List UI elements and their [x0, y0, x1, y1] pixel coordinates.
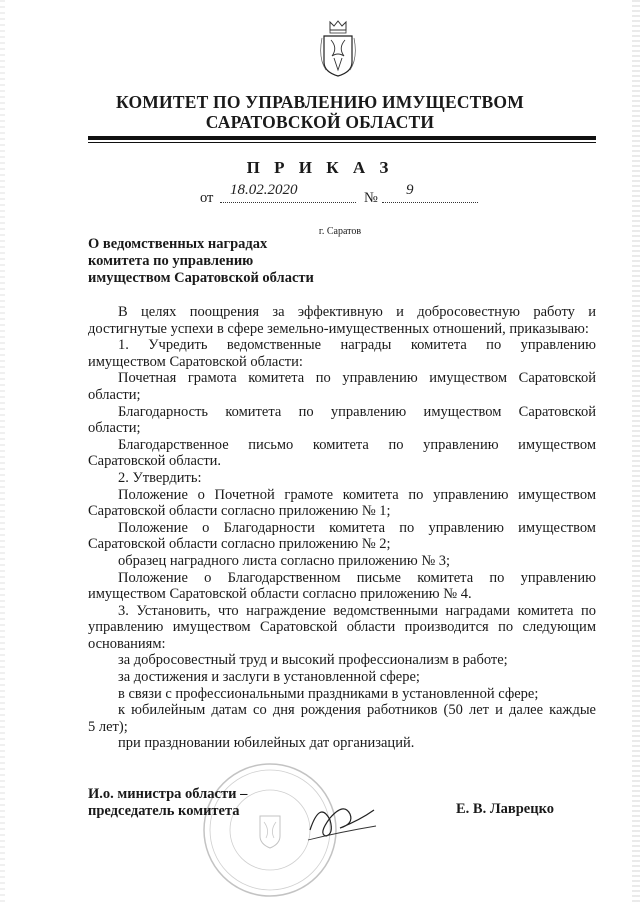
- date-label: от: [200, 190, 214, 206]
- paragraph-line: 1. Учредить ведомственные награды комитета по управлению: [118, 337, 596, 354]
- position-line: председатель комитета: [88, 803, 240, 819]
- paragraph-line: имуществом Саратовской области:: [88, 353, 303, 370]
- paragraph-line: к юбилейным датам со дня рождения работников (50 лет и далее каждые: [118, 702, 596, 719]
- paragraph-line: Положение о Почетной грамоте комитета по управлению имуществом: [118, 486, 596, 503]
- organization-name-line2: САРАТОВСКОЙ ОБЛАСТИ: [205, 112, 435, 132]
- order-body: [88, 304, 596, 752]
- paragraph-line: Положение о Благодарственном письме комитета по управлению: [118, 569, 596, 586]
- header-rule-thin: [88, 142, 596, 143]
- paragraph-line: области;: [88, 420, 141, 437]
- paragraph-line: за добросовестный труд и высокий профессионализм в работе;: [118, 652, 508, 669]
- paragraph-line: 2. Утвердить:: [118, 469, 202, 486]
- scan-edge-left: [0, 0, 5, 905]
- paragraph-line: достигнутые успехи в сфере земельно-имущественных отношений, приказываю:: [88, 320, 589, 337]
- subject-line: имуществом Саратовской области: [88, 270, 314, 286]
- paragraph-line: 5 лет);: [88, 718, 128, 735]
- date-value-handwritten: 18.02.2020: [230, 182, 298, 198]
- paragraph-line: Благодарственное письмо комитета по управлению имуществом: [118, 436, 596, 453]
- signatory-name: Е. В. Лаврецко: [456, 801, 554, 817]
- handwritten-signature: [300, 790, 380, 850]
- paragraph-line: Саратовской области.: [88, 453, 222, 470]
- coat-of-arms-icon: [318, 18, 358, 80]
- paragraph-line: основаниям:: [88, 635, 166, 652]
- city-label: г. Саратов: [318, 226, 362, 237]
- organization-name-line1: КОМИТЕТ ПО УПРАВЛЕНИЮ ИМУЩЕСТВОМ: [116, 92, 524, 112]
- scan-edge-right: [632, 0, 640, 905]
- paragraph-line: Саратовской области согласно приложению № 2;: [88, 536, 391, 553]
- subject-line: комитета по управлению: [88, 253, 254, 269]
- number-value-handwritten: 9: [406, 182, 414, 198]
- document-type-title: П Р И К А З: [246, 158, 394, 177]
- paragraph-line: в связи с профессиональными праздниками в установленной сфере;: [118, 685, 539, 702]
- signatory-position: [88, 786, 247, 820]
- number-label: №: [364, 190, 378, 206]
- header-rule-thick: [88, 136, 596, 140]
- paragraph-line: Почетная грамота комитета по управлению имуществом Саратовской: [118, 370, 596, 387]
- paragraph-line: за достижения и заслуги в установленной сфере;: [118, 669, 420, 686]
- paragraph-line: Положение о Благодарности комитета по управлению имуществом: [118, 519, 596, 536]
- paragraph-line: при праздновании юбилейных дат организаций.: [118, 735, 415, 752]
- paragraph-line: Благодарность комитета по управлению имуществом Саратовской: [118, 403, 596, 420]
- paragraph-line: В целях поощрения за эффективную и добросовестную работу и: [118, 304, 596, 320]
- paragraph-line: Саратовской области согласно приложению № 1;: [88, 503, 391, 520]
- paragraph-line: имуществом Саратовской области согласно приложению № 4.: [88, 586, 472, 603]
- paragraph-line: образец наградного листа согласно приложению № 3;: [118, 552, 451, 569]
- paragraph-line: управлению имуществом Саратовской области производится по следующим: [88, 619, 596, 636]
- subject-line: О ведомственных наградах: [88, 236, 268, 252]
- paragraph-line: 3. Установить, что награждение ведомственными наградами комитета по: [118, 602, 596, 619]
- paragraph-line: области;: [88, 386, 141, 403]
- order-subject: [88, 236, 314, 287]
- number-underline: [382, 188, 478, 203]
- position-line: И.о. министра области –: [88, 786, 248, 802]
